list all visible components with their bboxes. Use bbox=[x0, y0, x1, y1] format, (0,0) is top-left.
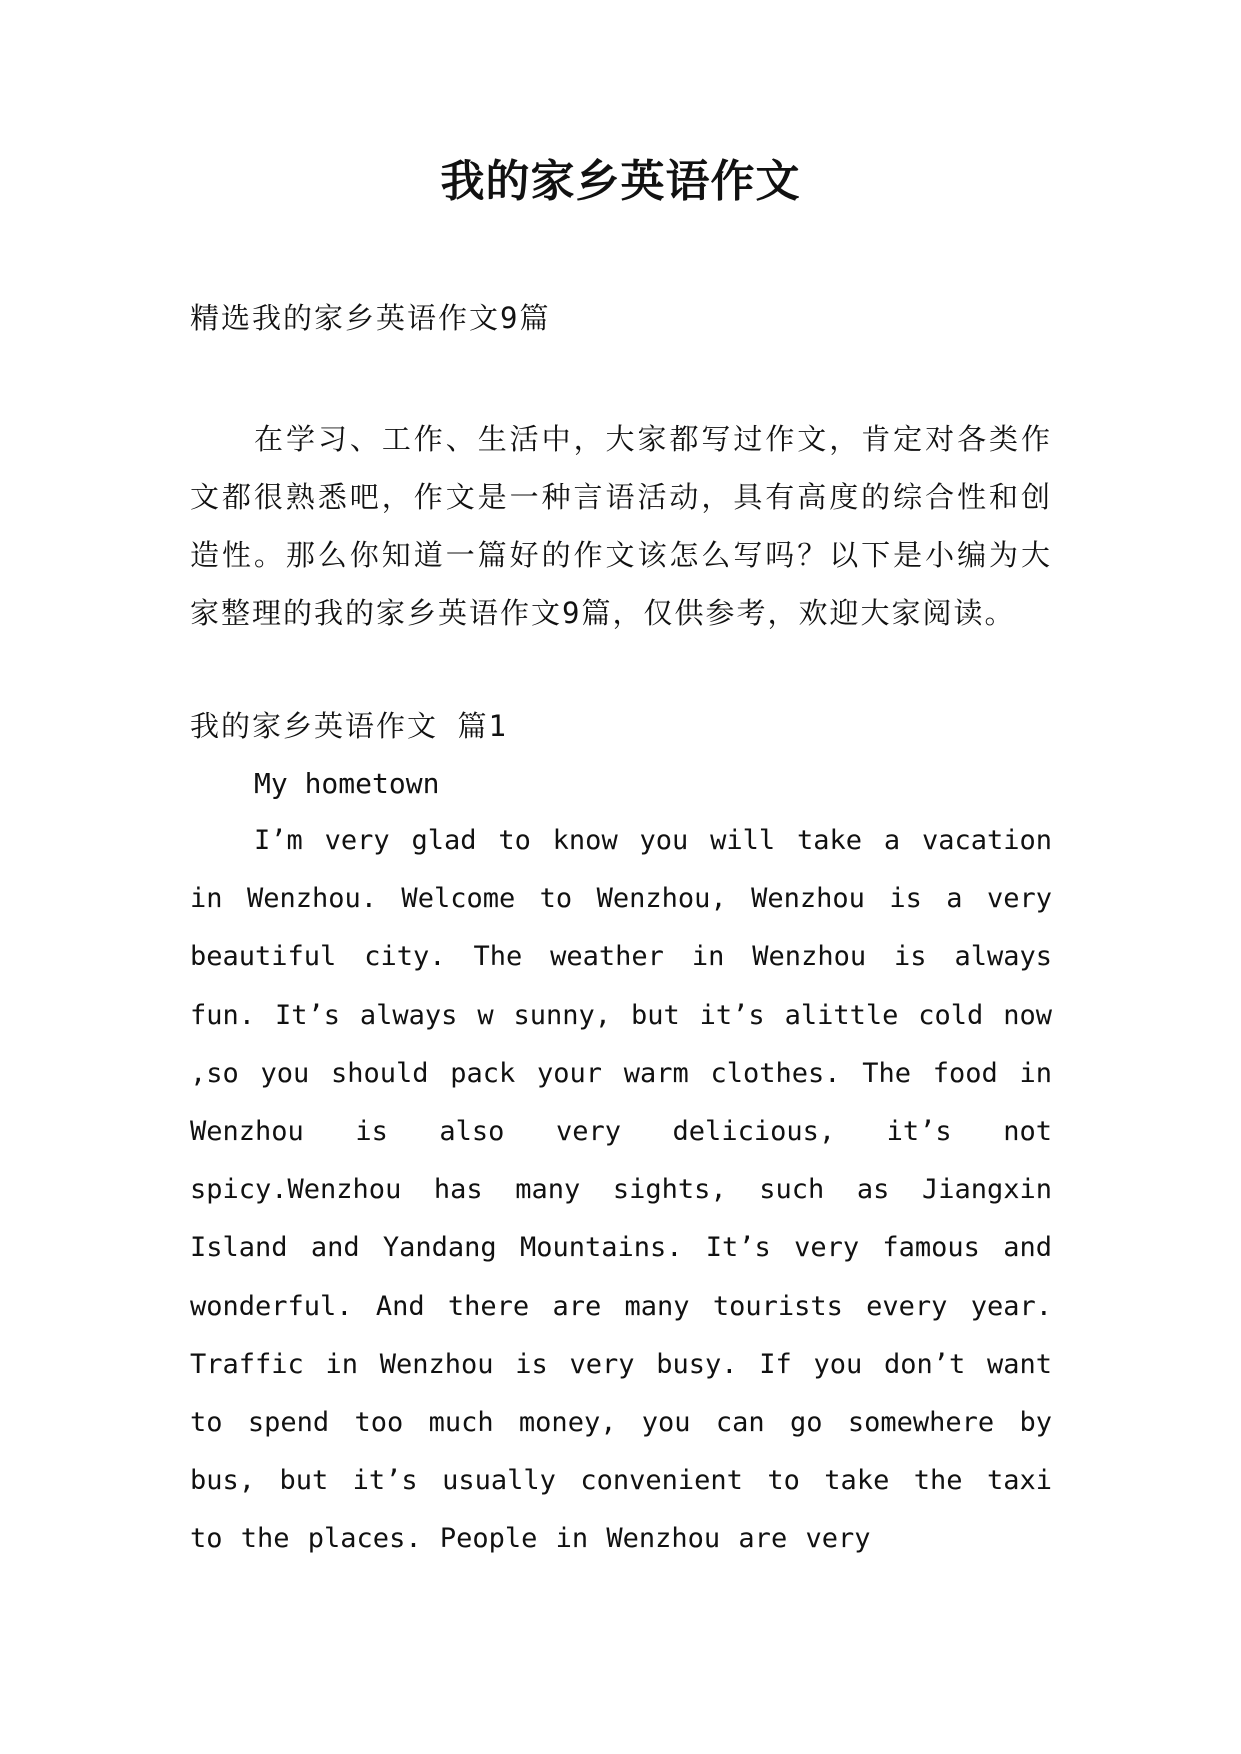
document-title: 我的家乡英语作文 bbox=[440, 156, 801, 207]
intro-paragraph: 在学习、工作、生活中，大家都写过作文，肯定对各类作文都很熟悉吧，作文是一种言语活动，具有高度的综合性和创造性。那么你知道一篇好的作文该怎么写吗？以下是小编为大家整理的我的家乡英语作文9篇，仅供参考，欢迎大家阅读。 bbox=[190, 422, 1052, 630]
essay-heading: 我的家乡英语作文 篇1 bbox=[190, 709, 508, 743]
document-subtitle: 精选我的家乡英语作文9篇 bbox=[190, 301, 551, 335]
essay-body-paragraph: I’m very glad to know you will take a vacation in Wenzhou. Welcome to Wenzhou, Wenzhou is a very beautiful city. The weather in Wenzhou is always fun. It’s always w sunny, but it’s alittle cold now ,so you should pack your warm clothes. The food in Wenzhou is also very delicious, it’s not spicy.Wenzhou has many sights, such as Jiangxin Island and Yandang Mountains. It’s very famous and wonderful. And there are many tourists every year. Traffic in Wenzhou is very busy. If you don’t want to spend too much money, you can go somewhere by bus, but it’s usually convenient to take the taxi to the places. People in Wenzhou are very bbox=[190, 825, 1052, 1555]
essay-subtitle: My hometown bbox=[254, 767, 440, 800]
